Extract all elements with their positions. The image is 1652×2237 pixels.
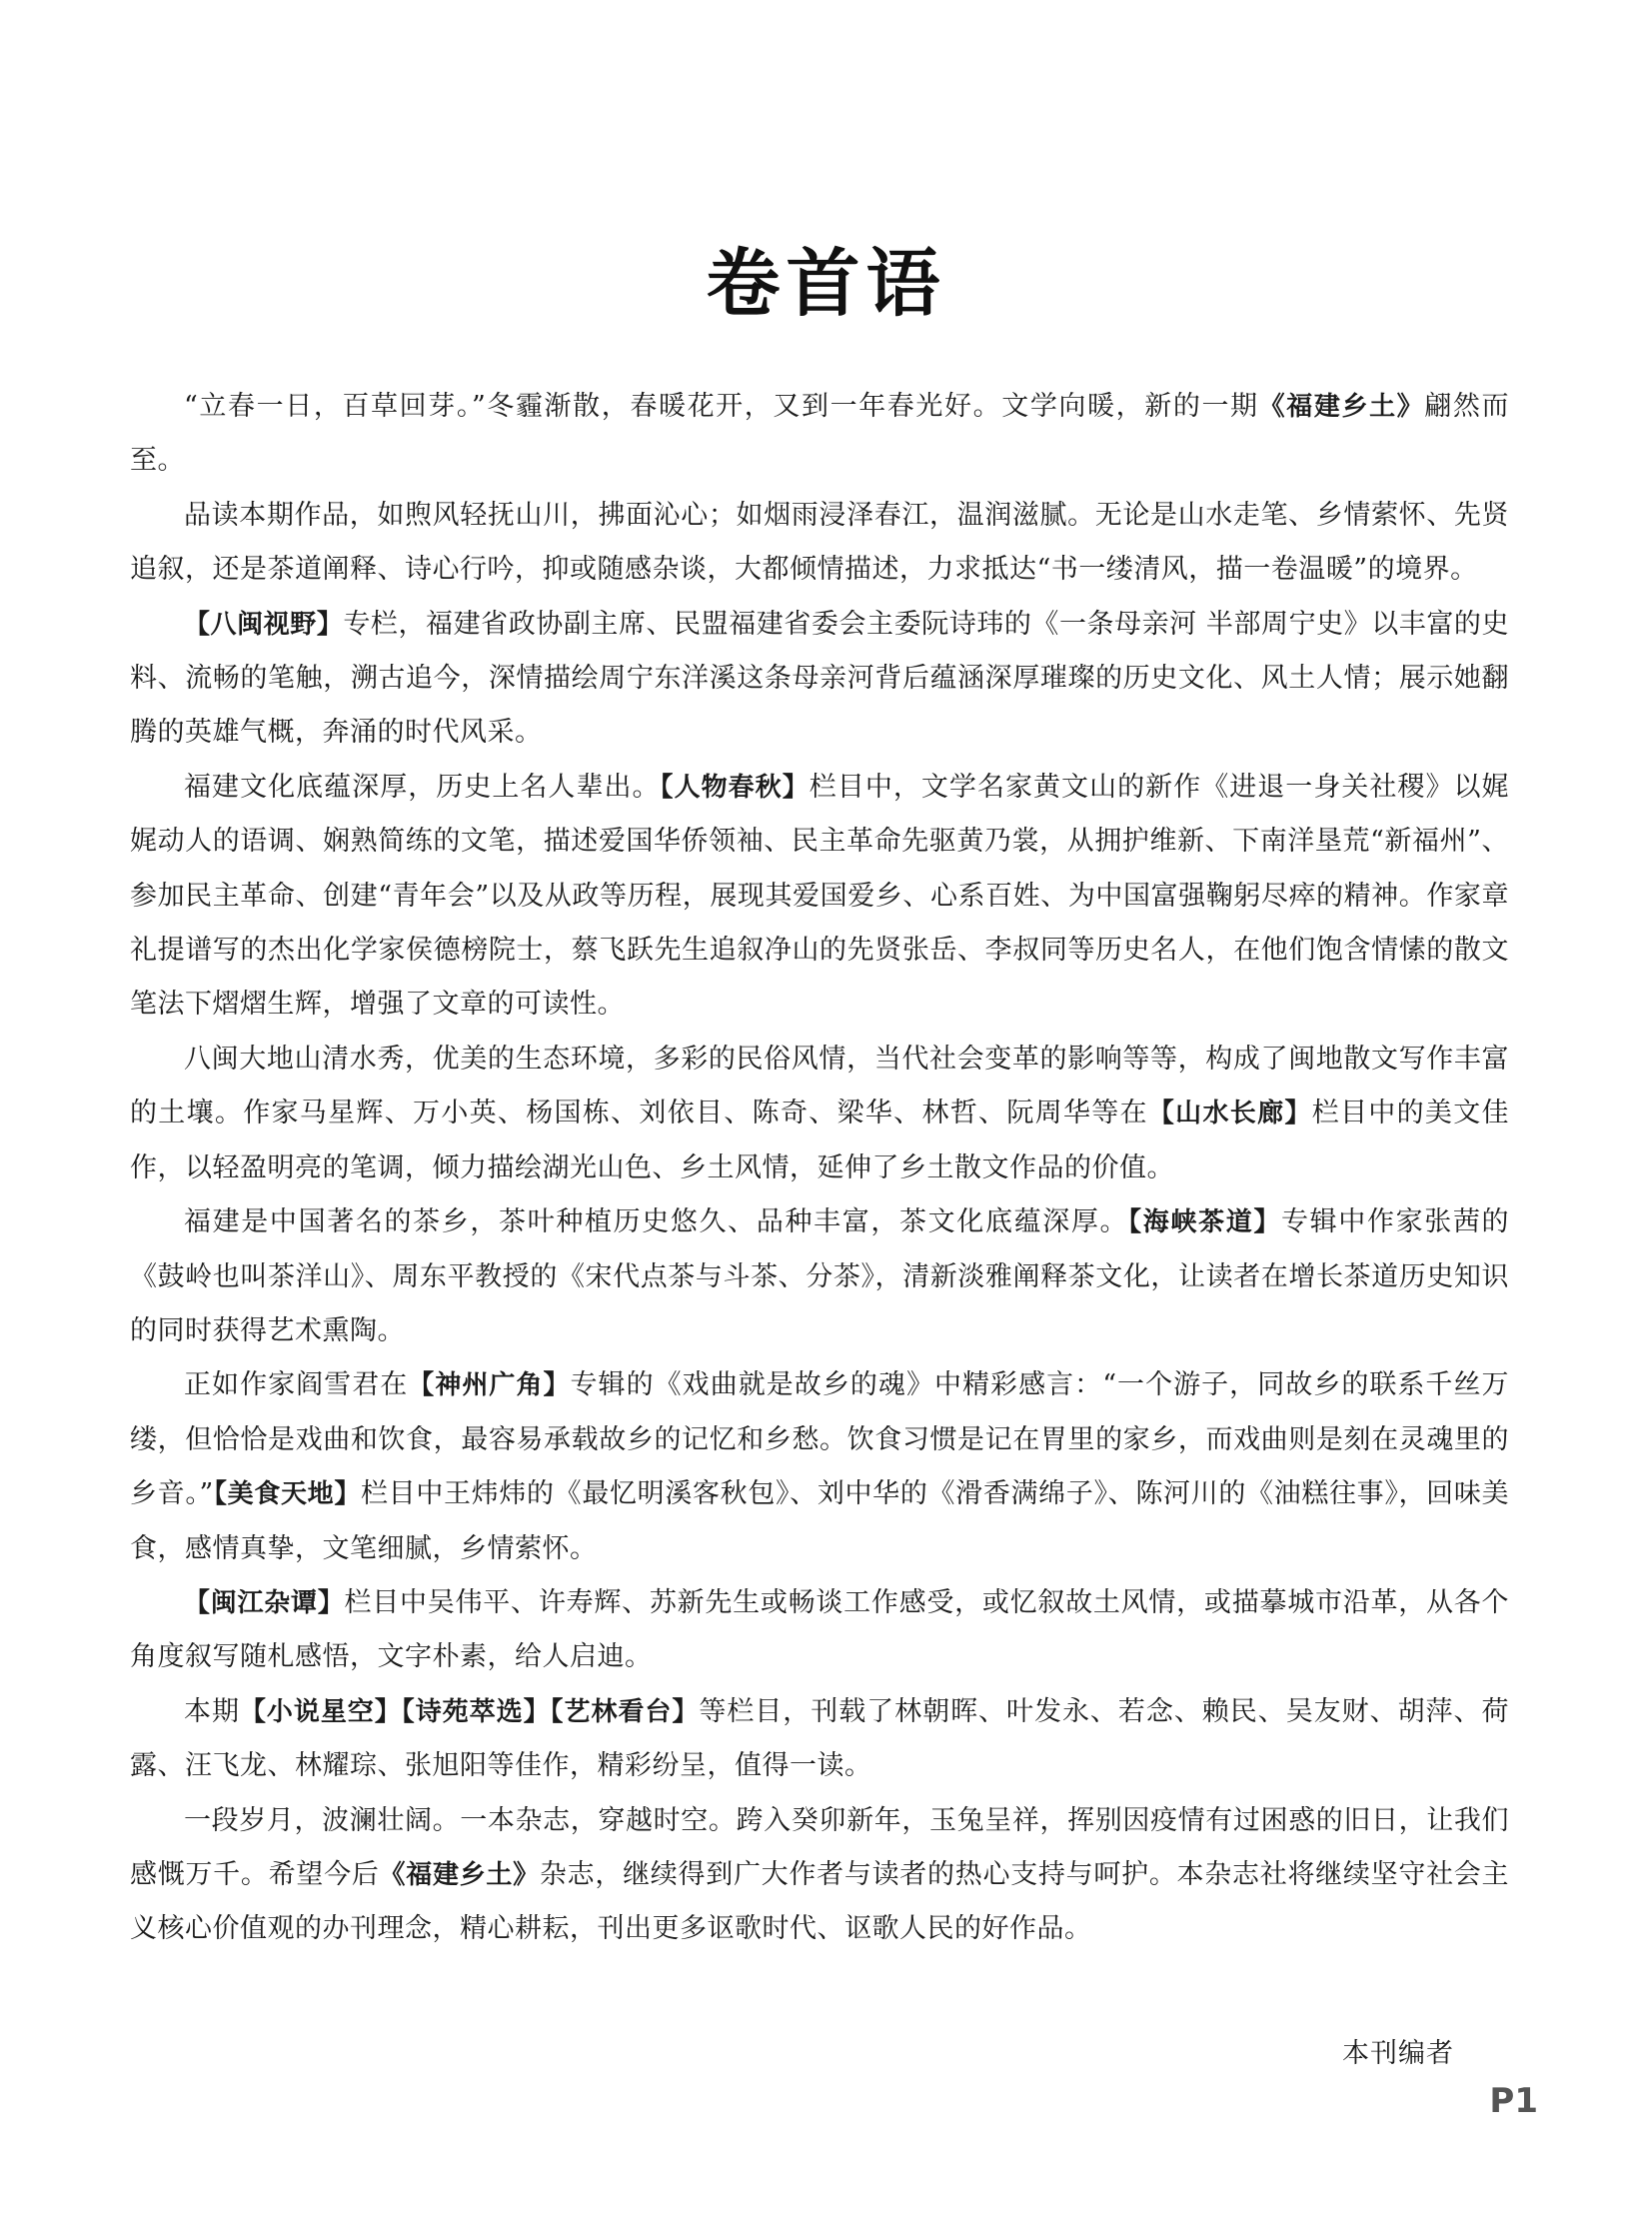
paragraph-text: 翩然而至。 — [130, 391, 1509, 477]
paragraph-text: 等栏目，刊载了林朝晖、叶发永、若念、赖民、吴友财、胡萍、荷露、汪飞龙、林耀琮、张旭阳等佳作，精彩纷呈，值得一读。 — [130, 1695, 1509, 1782]
paragraph-text: 专辑中作家张茜的《鼓岭也叫茶洋山》、周东平教授的《宋代点茶与斗茶、分茶》，清新淡雅阐释茶文化，让读者在增长茶道历史知识的同时获得艺术熏陶。 — [130, 1206, 1510, 1346]
paragraph-text: 一段岁月，波澜壮阔。一本杂志，穿越时空。跨入癸卯新年，玉兔呈祥，挥别因疫情有过困惑的旧日，让我们感慨万千。希望今后 — [130, 1804, 1509, 1890]
paragraph — [130, 1685, 1509, 1794]
paragraph-text: 正如作家阎雪君在 — [184, 1369, 409, 1401]
paragraph — [130, 1576, 1509, 1685]
paragraph — [130, 489, 1509, 598]
article-body — [130, 380, 1509, 1957]
paragraph-text: 八闽大地山清水秀，优美的生态环境，多彩的民俗风情，当代社会变革的影响等等，构成了闽地散文写作丰富的土壤。作家马星辉、万小英、杨国栋、刘依目、陈奇、梁华、林哲、阮周华等在 — [130, 1043, 1509, 1129]
column-name: 【美食天地】 — [213, 1479, 361, 1510]
paragraph-text: 栏目中，文学名家黄文山的新作《进退一身关社稷》以娓娓动人的语调、娴熟简练的文笔，描述爱国华侨领袖、民主革命先驱黄乃裳，从拥护维新、下南洋垦荒“新福州”、参加民主革命、创建“青年会”以及从政等历程，展现其爱国爱乡、心系百姓、为中国富强鞠躬尽瘁的精神。作家章礼提谱写的杰出化学家侯德榜院士，蔡飞跃先生追叙净山的先贤张岳、李叔同等历史名人，在他们饱含情愫的散文笔法下熠熠生辉，增强了文章的可读性。 — [130, 771, 1510, 1021]
page-number: P1 — [1489, 2081, 1538, 2121]
paragraph-text: 栏目中吴伟平、许寿辉、苏新先生或畅谈工作感受，或忆叙故土风情，或描摹城市沿革，从各个角度叙写随札感悟，文字朴素，给人启迪。 — [130, 1586, 1509, 1673]
paragraph-text: “立春一日，百草回芽。”冬霾渐散，春暖花开，又到一年春光好。文学向暖，新的一期 — [184, 391, 1259, 422]
paragraph-text: 栏目中王炜炜的《最忆明溪客秋包》、刘中华的《滑香满绵子》、陈河川的《油糕往事》，回味美食，感情真挚，文笔细腻，乡情萦怀。 — [130, 1478, 1509, 1564]
column-name: 【闽江杂谭】 — [184, 1587, 345, 1618]
signature: 本刊编者 — [1342, 2038, 1454, 2069]
paragraph-text: 栏目中的美文佳作，以轻盈明亮的笔调，倾力描绘湖光山色、乡土风情，延伸了乡土散文作品的价值。 — [130, 1098, 1509, 1183]
paragraph — [130, 761, 1509, 1033]
column-name: 《福建乡土》 — [1258, 392, 1425, 422]
column-name: 【人物春秋】 — [660, 772, 810, 803]
column-name: 【八闽视野】 — [184, 609, 344, 640]
paragraph-text: 福建是中国著名的茶乡，茶叶种植历史悠久、品种丰富，茶文化底蕴深厚。 — [184, 1206, 1129, 1238]
paragraph-text: 专栏，福建省政协副主席、民盟福建省委会主委阮诗玮的《一条母亲河 半部周宁史》以丰富的史料、流畅的笔触，溯古追今，深情描绘周宁东洋溪这条母亲河背后蕴涵深厚璀璨的历史文化、风土人情；展示她翻腾的英雄气概，奔涌的时代风采。 — [130, 608, 1509, 749]
paragraph — [130, 1195, 1509, 1358]
paragraph — [130, 1358, 1509, 1576]
paragraph-text: 杂志，继续得到广大作者与读者的热心支持与呵护。本杂志社将继续坚守社会主义核心价值观的办刊理念，精心耕耘，刊出更多讴歌时代、讴歌人民的好作品。 — [130, 1858, 1510, 1945]
paragraph — [130, 1033, 1509, 1195]
column-name: 【山水长廊】 — [1147, 1099, 1312, 1129]
column-name: 【神州广角】 — [408, 1370, 571, 1401]
paragraph — [130, 1794, 1509, 1957]
paragraph-text: 本期 — [184, 1695, 240, 1727]
paragraph — [130, 598, 1509, 761]
paragraph-text: 品读本期作品，如煦风轻抚山川，拂面沁心；如烟雨浸泽春江，温润滋腻。无论是山水走笔、乡情萦怀、先贤追叙，还是茶道阐释、诗心行吟，抑或随感杂谈，大都倾情描述，力求抵达“书一缕清风，描一卷温暖”的境界。 — [130, 499, 1509, 586]
paragraph — [130, 380, 1509, 489]
paragraph-text: 专辑的《戏曲就是故乡的魂》中精彩感言：“一个游子，同故乡的联系千丝万缕，但恰恰是戏曲和饮食，最容易承载故乡的记忆和乡愁。饮食习惯是记在胃里的家乡，而戏曲则是刻在灵魂里的乡音。” — [130, 1369, 1509, 1510]
column-name: 【小说星空】【诗苑萃选】【艺林看台】 — [239, 1696, 700, 1727]
paragraph-text: 福建文化底蕴深厚，历史上名人辈出。 — [184, 771, 661, 803]
page-title: 卷首语 — [706, 241, 946, 327]
column-name: 《福建乡土》 — [379, 1859, 540, 1890]
column-name: 【海峡茶道】 — [1128, 1207, 1282, 1238]
